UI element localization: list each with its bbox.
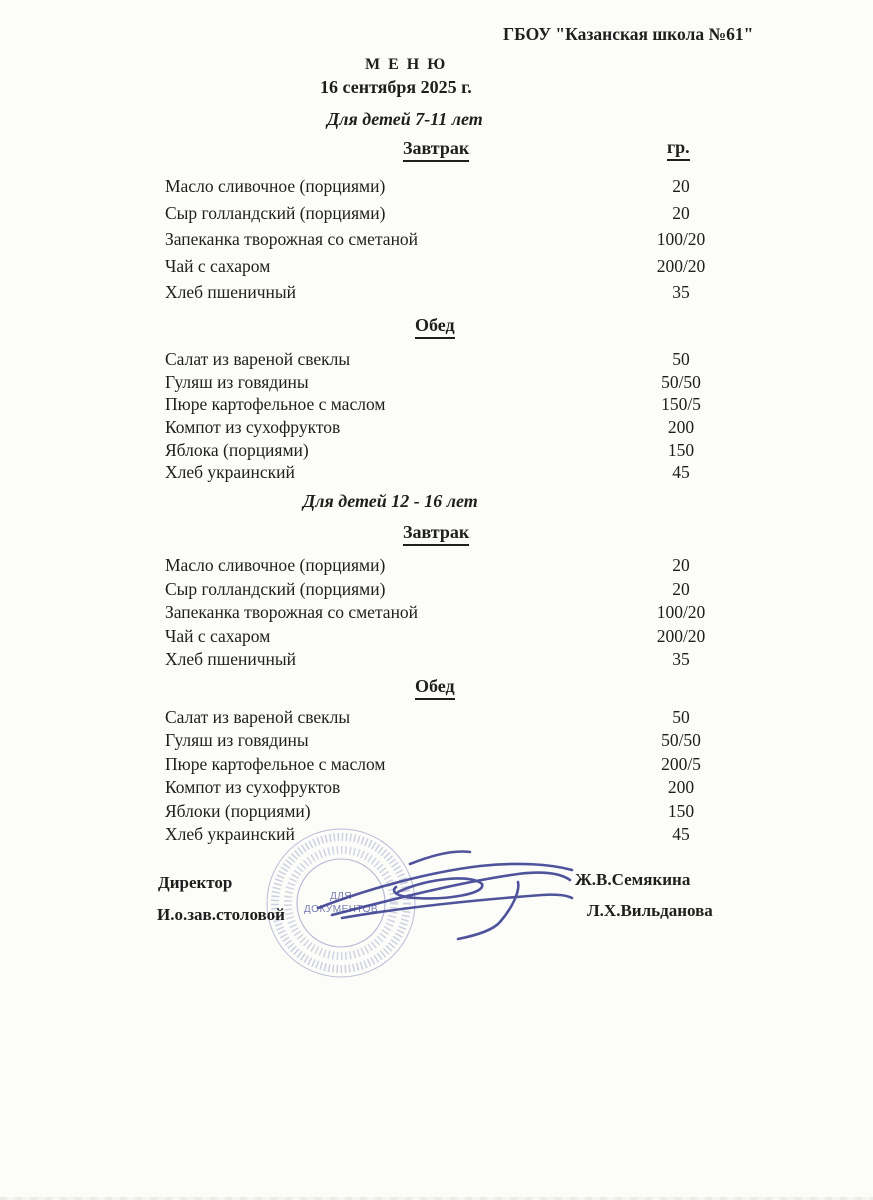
menu-item-row <box>0 394 873 417</box>
menu-item-row <box>0 602 873 626</box>
dish-grams: 200 <box>667 777 695 798</box>
dish-name: Чай с сахаром <box>165 625 271 646</box>
menu-item-row <box>0 707 873 730</box>
dish-name: Хлеб украинский <box>165 823 295 844</box>
dish-name: Гуляш из говядины <box>165 730 309 751</box>
menu-item-row <box>0 777 873 800</box>
dish-grams: 150 <box>667 800 695 821</box>
dish-grams: 50 <box>672 707 690 727</box>
menu-item-row <box>0 649 873 673</box>
age-group-heading-12-16: Для детей 12 - 16 лет <box>303 491 478 511</box>
menu-item-row <box>0 203 873 230</box>
dish-name: Хлеб украинский <box>165 462 295 483</box>
dish-name: Салат из вареной свеклы <box>165 349 351 369</box>
menu-item-row <box>0 462 873 485</box>
dish-grams: 50/50 <box>661 371 701 392</box>
menu-item-row <box>0 176 873 203</box>
dish-grams: 20 <box>672 176 690 196</box>
dish-grams: 20 <box>672 578 690 599</box>
dish-name: Хлеб пшеничный <box>165 649 297 669</box>
dish-name: Компот из сухофруктов <box>165 777 341 798</box>
dish-name: Яблоки (порциями) <box>165 800 311 821</box>
grams-column-header: гр. <box>667 137 690 161</box>
menu-item-row <box>0 417 873 440</box>
menu-item-row <box>0 626 873 650</box>
dish-grams: 200/5 <box>661 753 701 774</box>
menu-item-row <box>0 555 873 579</box>
dish-name: Хлеб пшеничный <box>165 282 297 303</box>
dish-grams: 150/5 <box>661 394 701 415</box>
dish-name: Масло сливочное (порциями) <box>165 176 386 196</box>
dish-grams: 150 <box>667 439 695 460</box>
dish-grams: 50 <box>672 349 690 369</box>
dish-name: Пюре картофельное с маслом <box>165 394 386 415</box>
breakfast-heading-2: Завтрак <box>403 522 469 546</box>
dish-grams: 100/20 <box>656 602 706 622</box>
menu-item-row <box>0 440 873 463</box>
handwritten-signature-ink <box>250 840 590 960</box>
dish-name: Запеканка творожная со сметаной <box>165 602 419 622</box>
dish-grams: 35 <box>672 282 690 303</box>
stamp-center-text-line1: ДЛЯ <box>329 891 353 902</box>
dish-grams: 35 <box>672 649 690 669</box>
dish-name: Гуляш из говядины <box>165 371 309 392</box>
dish-grams: 20 <box>672 202 690 223</box>
signature-name-canteen-head: Л.Х.Вильданова <box>587 901 713 920</box>
menu-item-row <box>0 282 873 309</box>
dish-grams: 20 <box>672 555 690 575</box>
menu-item-row <box>0 229 873 256</box>
lunch-heading-1: Обед <box>415 315 455 339</box>
dish-name: Сыр голландский (порциями) <box>165 202 386 223</box>
dish-grams: 200/20 <box>656 625 706 646</box>
menu-item-row <box>0 372 873 395</box>
dish-name: Салат из вареной свеклы <box>165 707 351 727</box>
lunch-list-7-11 <box>0 349 873 485</box>
dish-grams: 50/50 <box>661 730 701 751</box>
menu-title: М Е Н Ю <box>365 56 448 73</box>
school-header: ГБОУ "Казанская школа №61" <box>503 24 754 44</box>
dish-grams: 45 <box>672 823 690 844</box>
lunch-list-12-16 <box>0 707 873 847</box>
menu-date: 16 сентября 2025 г. <box>320 77 472 97</box>
signature-role-canteen-head: И.о.зав.столовой <box>157 905 285 924</box>
menu-item-row <box>0 754 873 777</box>
dish-grams: 200 <box>667 417 695 438</box>
menu-item-row <box>0 256 873 283</box>
dish-name: Чай с сахаром <box>165 255 271 276</box>
age-group-heading-7-11: Для детей 7-11 лет <box>327 109 483 129</box>
dish-name: Масло сливочное (порциями) <box>165 555 386 575</box>
lunch-heading-2: Обед <box>415 676 455 700</box>
dish-name: Яблока (порциями) <box>165 439 309 460</box>
signature-role-director: Директор <box>158 873 233 892</box>
dish-grams: 45 <box>672 462 690 483</box>
dish-name: Запеканка творожная со сметаной <box>165 229 419 250</box>
dish-grams: 100/20 <box>656 229 706 250</box>
breakfast-list-12-16 <box>0 555 873 673</box>
breakfast-heading-1: Завтрак <box>403 138 469 162</box>
dish-name: Пюре картофельное с маслом <box>165 753 386 774</box>
dish-grams: 200/20 <box>656 255 706 276</box>
menu-item-row <box>0 579 873 603</box>
stamp-center-text-line2: ДОКУМЕНТОВ <box>303 904 379 915</box>
menu-item-row <box>0 730 873 753</box>
breakfast-list-7-11 <box>0 176 873 309</box>
dish-name: Компот из сухофруктов <box>165 417 341 438</box>
menu-item-row <box>0 801 873 824</box>
menu-item-row <box>0 349 873 372</box>
dish-name: Сыр голландский (порциями) <box>165 578 386 599</box>
signature-name-director: Ж.В.Семякина <box>575 870 691 889</box>
